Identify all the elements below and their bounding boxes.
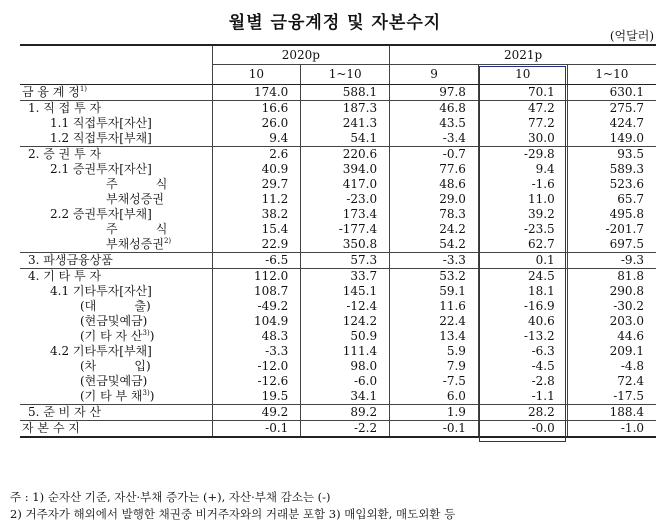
value-cell: -2.2: [301, 421, 390, 438]
value-cell: 11.0: [478, 192, 567, 207]
value-cell: 149.0: [567, 131, 656, 147]
row-label: [20, 284, 212, 299]
footnotes: [10, 489, 455, 523]
row-label-text: 1. 직 접 투 자: [28, 101, 102, 115]
row-label-tail: ): [149, 389, 155, 403]
year-header-2021: 2021p: [390, 45, 656, 65]
value-cell: 54.1: [301, 131, 390, 147]
value-cell: 29.7: [212, 177, 301, 192]
value-cell: 275.7: [567, 101, 656, 117]
table-body: [20, 85, 656, 438]
table-row: [20, 207, 656, 222]
table-row: [20, 314, 656, 329]
value-cell: -4.8: [567, 359, 656, 374]
value-cell: -17.5: [567, 389, 656, 405]
value-cell: 11.2: [212, 192, 301, 207]
row-label-text: (차 입): [80, 359, 151, 373]
value-cell: 47.2: [478, 101, 567, 117]
value-cell: 13.4: [390, 329, 479, 344]
table-row: [20, 405, 656, 421]
row-label-text: 부채성증권: [106, 237, 164, 251]
table-row: [20, 237, 656, 253]
value-cell: -6.5: [212, 253, 301, 269]
row-label-text: 1.1 직접투자[자산]: [50, 116, 152, 130]
value-cell: -29.8: [478, 147, 567, 163]
value-cell: 2.6: [212, 147, 301, 163]
value-cell: 112.0: [212, 269, 301, 285]
value-cell: 77.2: [478, 116, 567, 131]
value-cell: 93.5: [567, 147, 656, 163]
row-label-text: 4.2 기타투자[부채]: [50, 344, 152, 358]
row-label: [20, 162, 212, 177]
month-header: 10: [212, 65, 301, 85]
value-cell: 523.6: [567, 177, 656, 192]
value-cell: 350.8: [301, 237, 390, 253]
value-cell: 11.6: [390, 299, 479, 314]
value-cell: 57.3: [301, 253, 390, 269]
value-cell: 29.0: [390, 192, 479, 207]
row-label: [20, 389, 212, 405]
footnote-line: 2) 거주자가 해외에서 발행한 채권중 비거주자와의 거래분 포함 3) 매입외환, 매도외환 등: [10, 507, 456, 521]
table-row: [20, 299, 656, 314]
value-cell: 15.4: [212, 222, 301, 237]
row-label-text: 2.1 증권투자[자산]: [50, 162, 152, 176]
row-label: [20, 101, 212, 117]
value-cell: 46.8: [390, 101, 479, 117]
value-cell: 108.7: [212, 284, 301, 299]
table-title: 월별 금융계정 및 자본수지: [228, 13, 442, 33]
value-cell: 38.2: [212, 207, 301, 222]
value-cell: -7.5: [390, 374, 479, 389]
row-label: [20, 299, 212, 314]
table-row: [20, 192, 656, 207]
row-label: [20, 421, 212, 438]
value-cell: 65.7: [567, 192, 656, 207]
row-label: [20, 269, 212, 285]
value-cell: -12.6: [212, 374, 301, 389]
value-cell: 6.0: [390, 389, 479, 405]
value-cell: -23.5: [478, 222, 567, 237]
row-label-text: 1.2 직접투자[부채]: [50, 131, 152, 145]
value-cell: 424.7: [567, 116, 656, 131]
value-cell: 124.2: [301, 314, 390, 329]
value-cell: 49.2: [212, 405, 301, 421]
value-cell: 59.1: [390, 284, 479, 299]
value-cell: 50.9: [301, 329, 390, 344]
value-cell: 48.3: [212, 329, 301, 344]
row-label: [20, 329, 212, 344]
value-cell: -12.0: [212, 359, 301, 374]
value-cell: 19.5: [212, 389, 301, 405]
month-header: 1~10: [301, 65, 390, 85]
value-cell: 26.0: [212, 116, 301, 131]
value-cell: 0.1: [478, 253, 567, 269]
value-cell: 220.6: [301, 147, 390, 163]
footnote-line: 주 : 1) 순자산 기준, 자산·부채 증가는 (+), 자산·부채 감소는 (-): [10, 490, 331, 504]
row-label-tail: ): [149, 329, 155, 343]
row-label-text: (대 출): [80, 299, 151, 313]
value-cell: 630.1: [567, 85, 656, 101]
value-cell: 48.6: [390, 177, 479, 192]
row-label: [20, 116, 212, 131]
value-cell: 39.2: [478, 207, 567, 222]
table-row: [20, 253, 656, 269]
value-cell: 72.4: [567, 374, 656, 389]
table-row: [20, 329, 656, 344]
year-header-2020: 2020p: [212, 45, 390, 65]
value-cell: 5.9: [390, 344, 479, 359]
row-label-text: 4. 기 타 투 자: [28, 269, 102, 283]
row-label-text: 부채성증권: [106, 192, 164, 206]
value-cell: 78.3: [390, 207, 479, 222]
value-cell: 9.4: [478, 162, 567, 177]
value-cell: 18.1: [478, 284, 567, 299]
row-label: [20, 405, 212, 421]
footnote-marker: 3): [142, 389, 150, 397]
value-cell: 97.8: [390, 85, 479, 101]
value-cell: 34.1: [301, 389, 390, 405]
table-row: [20, 269, 656, 285]
table-row: [20, 222, 656, 237]
value-cell: 43.5: [390, 116, 479, 131]
row-label: [20, 85, 212, 101]
value-cell: 394.0: [301, 162, 390, 177]
value-cell: -201.7: [567, 222, 656, 237]
value-cell: -1.1: [478, 389, 567, 405]
row-label-text: 주 식: [106, 222, 168, 236]
value-cell: -0.1: [212, 421, 301, 438]
value-cell: 241.3: [301, 116, 390, 131]
value-cell: 30.0: [478, 131, 567, 147]
value-cell: 70.1: [478, 85, 567, 101]
financial-account-table: [20, 44, 656, 438]
value-cell: -6.0: [301, 374, 390, 389]
row-label-text: 자 본 수 지: [22, 421, 80, 435]
value-cell: 77.6: [390, 162, 479, 177]
row-label: [20, 314, 212, 329]
row-label-text: 2.2 증권투자[부채]: [50, 207, 152, 221]
value-cell: 44.6: [567, 329, 656, 344]
value-cell: -30.2: [567, 299, 656, 314]
row-label: [20, 344, 212, 359]
row-label: [20, 237, 212, 253]
row-label: [20, 177, 212, 192]
value-cell: 203.0: [567, 314, 656, 329]
value-cell: -49.2: [212, 299, 301, 314]
value-cell: 16.6: [212, 101, 301, 117]
value-cell: 1.9: [390, 405, 479, 421]
value-cell: -6.3: [478, 344, 567, 359]
value-cell: -1.6: [478, 177, 567, 192]
header-corner-lower: [20, 65, 212, 85]
value-cell: 495.8: [567, 207, 656, 222]
value-cell: 9.4: [212, 131, 301, 147]
month-header: 10: [478, 65, 567, 85]
value-cell: 290.8: [567, 284, 656, 299]
table-row: [20, 284, 656, 299]
value-cell: 28.2: [478, 405, 567, 421]
value-cell: 188.4: [567, 405, 656, 421]
month-header-row: [20, 65, 656, 85]
month-header: 1~10: [567, 65, 656, 85]
value-cell: 22.4: [390, 314, 479, 329]
value-cell: -4.5: [478, 359, 567, 374]
row-label-text: (기 타 부 채: [80, 389, 143, 403]
value-cell: -3.4: [390, 131, 479, 147]
year-header-row: [20, 45, 656, 65]
header-corner: [20, 45, 212, 65]
row-label-text: 4.1 기타투자[자산]: [50, 284, 152, 298]
value-cell: -23.0: [301, 192, 390, 207]
value-cell: 588.1: [301, 85, 390, 101]
table-row: [20, 421, 656, 438]
table-row: [20, 162, 656, 177]
table-row: [20, 344, 656, 359]
value-cell: 53.2: [390, 269, 479, 285]
footnote-marker: 2): [163, 237, 172, 245]
value-cell: 209.1: [567, 344, 656, 359]
unit-label: (억달러): [609, 29, 654, 43]
row-label: [20, 192, 212, 207]
value-cell: 24.2: [390, 222, 479, 237]
value-cell: 40.6: [478, 314, 567, 329]
row-label-text: 3. 파생금융상품: [28, 253, 113, 267]
value-cell: -3.3: [390, 253, 479, 269]
month-header: 9: [390, 65, 479, 85]
value-cell: 111.4: [301, 344, 390, 359]
row-label: [20, 253, 212, 269]
footnote-marker: 1): [79, 85, 87, 93]
table-row: [20, 85, 656, 101]
footnote-marker: 3): [142, 329, 150, 337]
value-cell: 145.1: [301, 284, 390, 299]
value-cell: -177.4: [301, 222, 390, 237]
table-row: [20, 177, 656, 192]
value-cell: 697.5: [567, 237, 656, 253]
value-cell: 7.9: [390, 359, 479, 374]
row-label: [20, 147, 212, 163]
value-cell: 40.9: [212, 162, 301, 177]
value-cell: 24.5: [478, 269, 567, 285]
value-cell: 187.3: [301, 101, 390, 117]
value-cell: -16.9: [478, 299, 567, 314]
value-cell: 174.0: [212, 85, 301, 101]
table-row: [20, 374, 656, 389]
row-label-text: 금 융 계 정: [22, 85, 80, 99]
value-cell: 589.3: [567, 162, 656, 177]
value-cell: -13.2: [478, 329, 567, 344]
row-label-text: (기 타 자 산: [80, 329, 143, 343]
row-label-text: (현금및예금): [80, 374, 148, 388]
row-label: [20, 131, 212, 147]
value-cell: 81.8: [567, 269, 656, 285]
value-cell: 33.7: [301, 269, 390, 285]
value-cell: 104.9: [212, 314, 301, 329]
value-cell: -1.0: [567, 421, 656, 438]
row-label-text: 2. 증 권 투 자: [28, 147, 102, 161]
value-cell: 89.2: [301, 405, 390, 421]
value-cell: -0.0: [478, 421, 567, 438]
value-cell: -3.3: [212, 344, 301, 359]
value-cell: -2.8: [478, 374, 567, 389]
row-label-text: 5. 준 비 자 산: [28, 405, 102, 419]
row-label: [20, 207, 212, 222]
table-row: [20, 116, 656, 131]
table-row: [20, 101, 656, 117]
value-cell: 173.4: [301, 207, 390, 222]
value-cell: 54.2: [390, 237, 479, 253]
row-label: [20, 359, 212, 374]
value-cell: 22.9: [212, 237, 301, 253]
row-label-text: 주 식: [106, 177, 168, 191]
value-cell: 417.0: [301, 177, 390, 192]
table-row: [20, 359, 656, 374]
value-cell: -0.7: [390, 147, 479, 163]
value-cell: -0.1: [390, 421, 479, 438]
value-cell: 98.0: [301, 359, 390, 374]
row-label-text: (현금및예금): [80, 314, 148, 328]
row-label: [20, 222, 212, 237]
value-cell: -12.4: [301, 299, 390, 314]
table-row: [20, 131, 656, 147]
value-cell: 62.7: [478, 237, 567, 253]
row-label: [20, 374, 212, 389]
table-row: [20, 389, 656, 405]
table-row: [20, 147, 656, 163]
value-cell: -9.3: [567, 253, 656, 269]
